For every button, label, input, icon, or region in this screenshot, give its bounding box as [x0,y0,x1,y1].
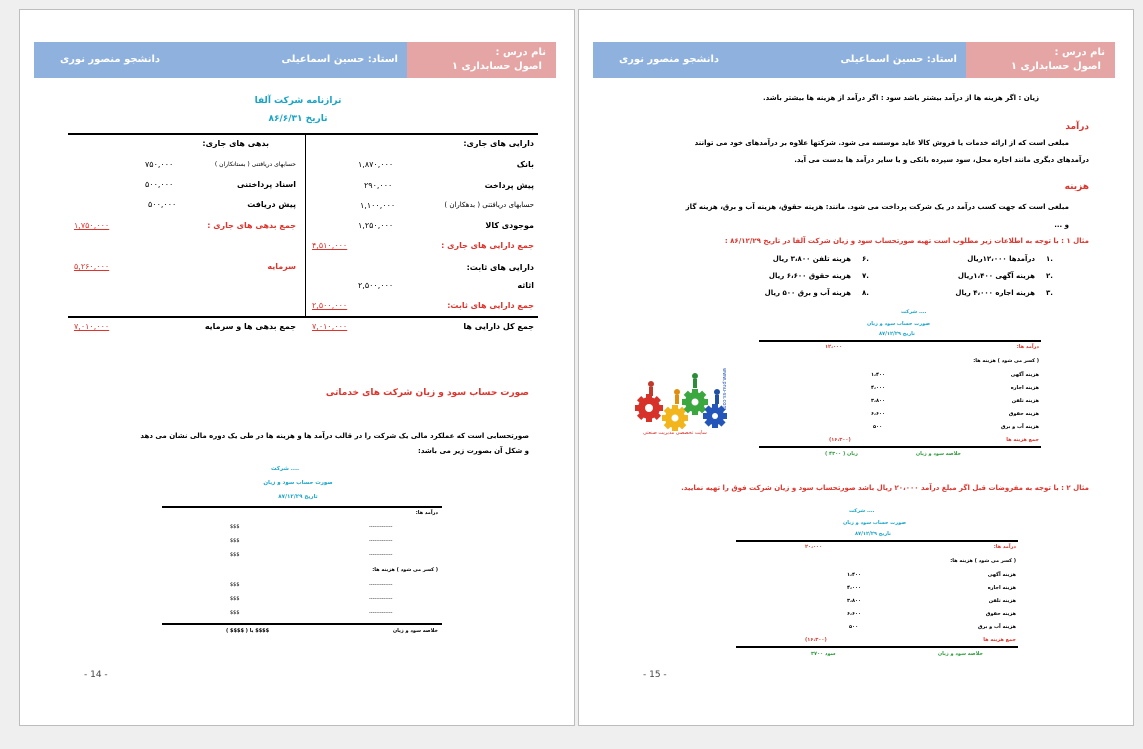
stmt2-expense-value: ۳،۸۰۰ [847,598,862,604]
balance-center-rule [305,134,306,317]
advance-value: ۵۰۰,۰۰۰ [148,200,177,209]
stmt1-bottom-rule [759,446,1041,448]
template-top-rule [162,506,442,508]
stmt2-expense-label: هزینه آگهی [987,572,1016,578]
site-logo [633,362,745,438]
fixed-assets-total-label: جمع دارایی های ثابت: [447,301,534,310]
total-assets-label: جمع کل دارایی ها [463,322,534,331]
bank-value: ۱,۸۷۰,۰۰۰ [358,160,394,169]
example-1-prompt: مثال ۱ : با توجه به اطلاعات زیر مطلوب است تهیه صورتحساب سود و زیان شرکت آلفا در تاریخ ۸۶/۱۲/۲۹ : [724,237,1089,245]
inventory-label: موجودی کالا [485,221,534,230]
bank-label: بانک [516,160,534,169]
page-header [593,42,1115,78]
document-page-15 [578,9,1134,726]
assets-heading: دارایی های جاری: [463,139,534,148]
stmt1-expense-label: هزینه اجاره [1010,385,1039,391]
notes-payable-value: ۵۰۰,۰۰۰ [145,180,174,189]
stmt1-revenue-value: ۱۲،۰۰۰ [825,344,843,350]
expense-paragraph-line2: و ... [1054,221,1069,229]
page-number: - 15 - [643,670,667,680]
document-page-14 [19,9,575,726]
liabilities-heading: بدهی های جاری: [202,139,269,148]
stmt2-revenue-value: ۲۰،۰۰۰ [805,544,823,550]
prepaid-label: پیش پرداخت [484,181,534,190]
furniture-value: ۲,۵۰۰,۰۰۰ [358,281,394,290]
template-amount: $$$ [230,552,240,558]
payable-label: حسابهای دریافتنی ( بستانکاران ) [214,161,296,168]
teacher-name: استاد: حسین اسماعیلی [281,54,398,65]
total-liab-equity-label: جمع بدهی ها و سرمایه [204,322,296,331]
stmt2-total-label: جمع هزینه ها [983,637,1016,643]
template-amount: $$$ [230,610,240,616]
stmt2-expense-label: هزینه تلفن [988,598,1016,604]
stmt2-expense-value: ۱،۴۰۰ [847,572,862,578]
item-number: ۷. [862,272,869,280]
item-number: ۶. [862,255,869,263]
fixed-assets-heading: دارایی های ثابت: [466,263,534,272]
item-number: ۳. [1046,289,1053,297]
stmt2-title: صورت حساب سود و زیان [843,520,907,526]
stmt2-expense-value: ۶،۶۰۰ [847,611,862,617]
stmt1-total-value: (۱۶،۳۰۰) [829,437,851,443]
liabilities-total-label: جمع بدهی های جاری : [207,221,296,230]
example-2-prompt: مثال ۲ : با توجه به مفروضات قبل اگر مبلغ درآمد ۲۰،۰۰۰ ریال باشد صورتحساب سود و زیان شرکت فوق را تهیه نمایید. [681,484,1089,492]
stmt2-expense-value: ۴،۰۰۰ [847,585,862,591]
template-dashes: ------------- [369,524,393,530]
notes-payable-label: اسناد پرداختنی [237,180,296,189]
item-text: درآمدها ۱۲،۰۰۰ریال [967,255,1035,263]
balance-title: ترازنامه شرکت آلفا [254,96,342,106]
stmt2-total-value: (۱۶،۳۰۰) [805,637,827,643]
capital-label: سرمایه [267,262,296,271]
item-number: ۱. [1046,255,1053,263]
student-name: دانشجو منصور نوری [619,54,720,65]
stmt2-expense-label: هزینه اجاره [987,585,1016,591]
item-text: هزینه حقوق ۶،۶۰۰ ریال [768,272,851,280]
course-label: نام درس : [495,47,546,58]
total-assets-value: ۷,۰۱۰,۰۰۰ [312,322,348,331]
revenue-paragraph-line1: مبلغی است که از ارائه خدمات یا فروش کالا عاید موسسه می شود. شرکتها علاوه بر درآمدهای خود می توانند [694,139,1069,147]
stmt2-date: تاریخ ۸۷/۱۲/۲۹ [855,531,891,537]
advance-label: پیش دریافت [247,200,296,209]
stmt1-net-value: ( ۴۳۰۰ ) زیان [825,451,858,457]
template-revenues-label: درآمد ها: [415,510,438,516]
stmt1-revenues-label: درآمد ها: [1016,344,1039,350]
logo-caption: سایت تخصصی مدیریت صنعتی [643,430,707,436]
page-header [34,42,556,78]
template-net-label: خلاصه سود و زیان [392,628,438,634]
stmt1-expense-label: هزینه تلفن [1011,398,1039,404]
balance-bottom-rule [68,316,538,318]
intro-paragraph-line1: صورتحسابی است که عملکرد مالی یک شرکت را در قالب درآمد ها و هزینه ها در طی یک دوره مالی نشان می دهد [140,432,529,440]
template-date: تاریخ ۸۷/۱۲/۲۹ [278,494,318,500]
stmt2-company: شرکت .... [849,508,875,514]
item-number: ۸. [862,289,869,297]
teacher-name: استاد: حسین اسماعیلی [840,54,957,65]
stmt2-expense-label: هزینه حقوق [985,611,1016,617]
stmt2-revenues-label: درآمد ها: [993,544,1016,550]
intro-paragraph-line2: و شکل آن بصورت زیر می باشد: [418,447,529,455]
current-assets-total-value: ۴,۵۱۰,۰۰۰ [312,241,348,250]
capital-value: ۵,۲۶۰,۰۰۰ [74,262,110,271]
item-text: هزینه آگهی ۱،۴۰۰ریال [957,272,1035,280]
stmt2-net-label: خلاصه سود و زیان [937,651,983,657]
stmt1-expense-label: هزینه آب و برق [1000,424,1039,430]
template-bottom-rule [162,623,442,625]
stmt1-expense-label: هزینه آگهی [1010,372,1039,378]
template-title: صورت حساب سود و زیان [263,480,333,486]
template-company: شرکت .... [271,466,300,472]
inventory-value: ۱,۲۵۰,۰۰۰ [358,221,394,230]
balance-date: تاریخ ۸۶/۶/۳۱ [268,114,328,124]
template-dashes: ------------- [369,610,393,616]
fixed-assets-total-value: ۲,۵۰۰,۰۰۰ [312,301,348,310]
student-name: دانشجو منصور نوری [60,54,161,65]
stmt1-company: شرکت .... [901,309,927,315]
expense-paragraph-line1: مبلغی است که جهت کسب درآمد در یک شرکت پرداخت می شود. مانند: هزینه حقوق، هزینه آب و برق، هزینه گاز [685,203,1069,211]
stmt2-bottom-rule [736,646,1018,648]
course-label: نام درس : [1054,47,1105,58]
stmt2-expense-label: هزینه آب و برق [977,624,1016,630]
balance-top-rule [68,133,538,135]
template-dashes: ------------- [369,552,393,558]
receivable-value: ۱,۱۰۰,۰۰۰ [360,201,396,210]
template-net-value: ( $$$$ ) یا $$$$ [226,628,270,634]
template-amount: $$$ [230,538,240,544]
template-amount: $$$ [230,596,240,602]
section-title: صورت حساب سود و زیان شرکت های خدماتی [325,388,529,398]
template-amount: $$$ [230,582,240,588]
revenue-paragraph-line2: درآمدهای دیگری مانند اجاره محل، سود سپرده بانکی و یا سایر درآمد ها بدست می آید. [794,156,1089,164]
stmt2-top-rule [736,540,1018,542]
receivable-label: حسابهای دریافتنی ( بدهکاران ) [444,201,534,209]
revenue-heading: درآمد [1065,122,1089,132]
stmt1-expense-value: ۱،۴۰۰ [871,372,886,378]
payable-value: ۷۵۰,۰۰۰ [145,160,174,169]
item-number: ۲. [1046,272,1053,280]
item-text: هزینه آب و برق ۵۰۰ ریال [764,289,851,297]
total-liab-equity-value: ۷,۰۱۰,۰۰۰ [74,322,110,331]
stmt1-expenses-label: ( کسر می شود ) هزینه ها: [973,358,1039,364]
liabilities-total-value: ۱,۷۵۰,۰۰۰ [74,221,110,230]
stmt2-expense-value: ۵۰۰ [849,624,859,630]
stmt1-expense-value: ۶،۶۰۰ [871,411,886,417]
template-dashes: ------------- [369,538,393,544]
current-assets-total-label: جمع دارایی های جاری : [441,241,534,250]
stmt1-expense-value: ۴،۰۰۰ [871,385,886,391]
item-text: هزینه تلفن ۳،۸۰۰ ریال [772,255,851,263]
page-number: - 14 - [84,670,108,680]
stmt1-net-label: خلاصه سود و زیان [915,451,961,457]
logo-url: www.pnu-ss.com [721,368,727,411]
stmt1-expense-value: ۳،۸۰۰ [871,398,886,404]
stmt1-expense-value: ۵۰۰ [873,424,883,430]
stmt1-date: تاریخ ۸۷/۱۲/۲۹ [879,331,915,337]
stmt1-top-rule [759,340,1041,342]
profit-loss-definition: زیان : اگر هزینه ها از درآمد بیشتر باشد سود : اگر درآمد از هزینه ها بیشتر باشد. [763,94,1039,102]
course-name: اصول حسابداری ۱ [451,61,542,72]
stmt1-total-label: جمع هزینه ها [1006,437,1039,443]
template-amount: $$$ [230,524,240,530]
furniture-label: اثاثه [517,281,534,290]
prepaid-value: ۲۹۰,۰۰۰ [364,181,393,190]
template-dashes: ------------- [369,582,393,588]
item-text: هزینه اجاره ۴،۰۰۰ ریال [955,289,1035,297]
course-name: اصول حسابداری ۱ [1010,61,1101,72]
template-dashes: ------------- [369,596,393,602]
stmt1-expense-label: هزینه حقوق [1008,411,1039,417]
template-expenses-label: ( کسر می شود ) هزینه ها: [372,567,438,573]
stmt2-net-value: ۳۷۰۰ سود [811,651,836,657]
gears-icon [633,362,745,438]
stmt1-title: صورت حساب سود و زیان [867,321,931,327]
stmt2-expenses-label: ( کسر می شود ) هزینه ها: [950,558,1016,564]
expense-heading: هزینه [1064,182,1089,192]
